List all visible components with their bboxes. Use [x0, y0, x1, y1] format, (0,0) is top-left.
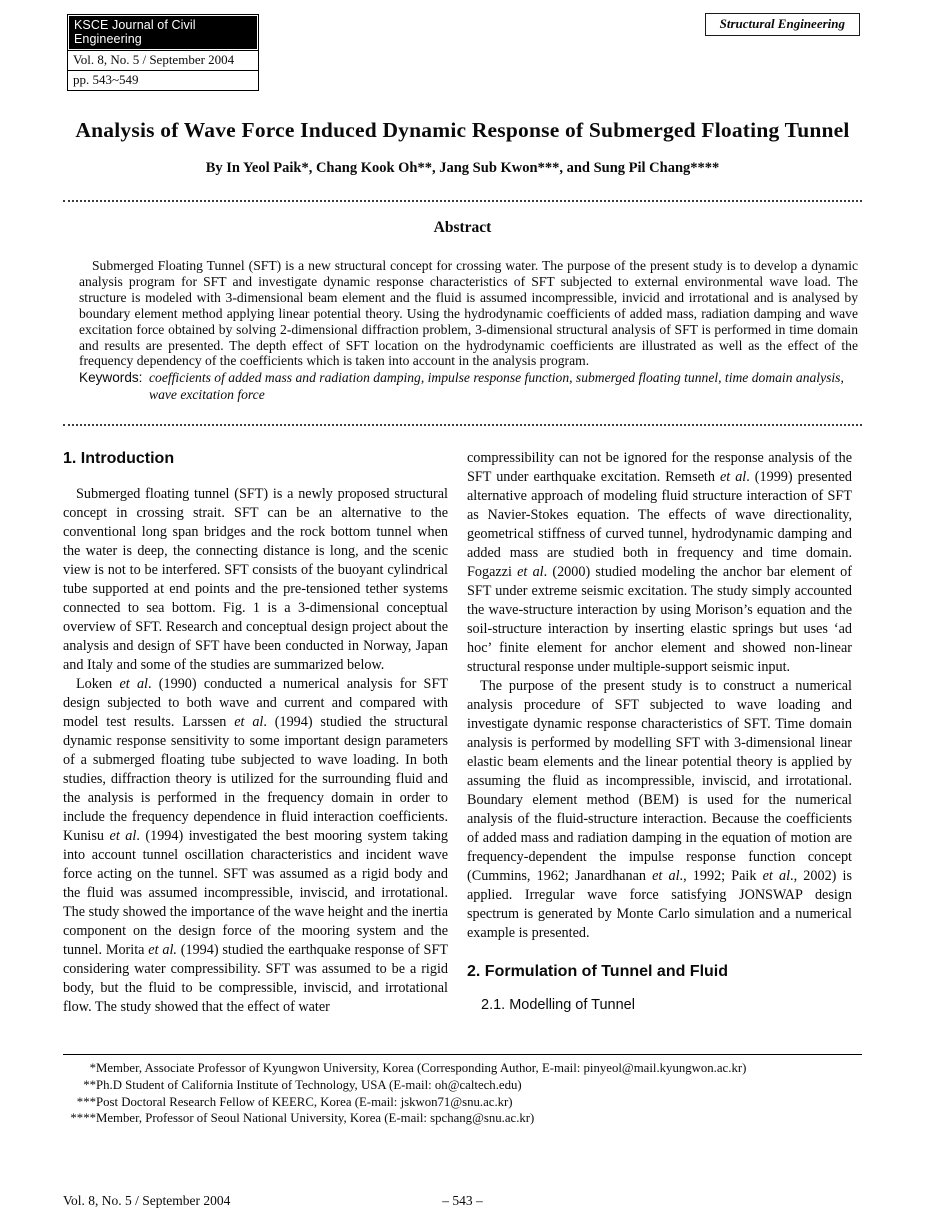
paper-authors: By In Yeol Paik*, Chang Kook Oh**, Jang Sub Kwon***, and Sung Pil Chang****: [205, 160, 720, 176]
keywords-text: coefficients of added mass and radiation damping, impulse response function, submerged floating tunnel, time domain analysis, wave excitation force: [149, 370, 844, 402]
right-column: [467, 449, 852, 1049]
footnote-row: [63, 1077, 862, 1094]
keywords-row: [79, 370, 858, 403]
dotted-divider-top: [63, 200, 862, 202]
footnote-row: [63, 1060, 862, 1077]
footnote-row: [63, 1094, 862, 1111]
paragraph: compressibility can not be ignored for the response analysis of the SFT under earthquake excitation. Remseth et al. (1999) presented alternative approach of modeling fluid structure interaction of SFT as Navier-Stokes equation. The effects of wave directionality, geometrical stiffness of curved tunnel, hydrodynamic damping and added mass are studied both in frequency and time domain. Fogazzi et al. (2000) studied modeling the anchor bar element of SFT under extreme seismic excitation. The study simply accounted the wave-structure interaction by using Morison’s equation and the soil-structure interaction by inserting elastic springs but uses ‘ad hoc’ finite element for anchor element and showed non-linear structural response under multiple-support seismic input.: [467, 450, 852, 676]
footnote-stars: **: [83, 1077, 96, 1092]
journal-pages: pp. 543~549: [68, 70, 258, 90]
paper-title: Analysis of Wave Force Induced Dynamic Response of Submerged Floating Tunnel: [75, 118, 850, 142]
keywords-label: Keywords:: [79, 370, 143, 386]
paragraph: The purpose of the present study is to construct a numerical analysis procedure of SFT subjected to wave loading and investigate dynamic response characteristics of SFT. Time domain analysis is performed by modelling SFT with 3-dimensional linear elastic beam elements and the linear potential theory is applied by assuming the fluid as incompressible, inviscid, and irrotational. Boundary element method (BEM) is used for the numerical analysis of the fluid-structure interaction. Because the coefficients of added mass and radiation damping in the equation of motion are frequency-dependent the impulse response function concept (Cummins, 1962; Janardhanan et al., 1992; Paik et al., 2002) is applied. Irregular wave force satisfying JONSWAP design spectrum is generated by Monte Carlo simulation and a numerical example is presented.: [467, 678, 852, 942]
journal-info-box: [67, 14, 259, 91]
journal-title: KSCE Journal of Civil Engineering: [69, 16, 257, 49]
abstract-heading: Abstract: [433, 219, 492, 236]
page-header: [63, 12, 862, 87]
right-column-text: [467, 449, 852, 943]
paragraph: Loken et al. (1990) conducted a numerical analysis for SFT design subjected to both wave and current and compared with model test results. Larssen et al. (1994) studied the structural dynamic response sensitivity to some important design parameters of a submerged floating tube subjected to wave loading. In both studies, diffraction theory is utilized for the surrounding fluid and the analysis is performed in the frequency domain in order to include the frequency dependence in fluid interaction coefficients. Kunisu et al. (1994) investigated the best mooring system taking into account tunnel oscillation characteristics and incident wave force acting on the tunnel. SFT was assumed as a rigid body and the fluid was assumed incompressible, inviscid, and irrotational. The study showed the importance of the wave height and the inertia component on the design force of the mooring system and the tunnel. Morita et al. (1994) studied the earthquake response of SFT considering water compressibility. SFT was assumed to be a rigid body, but the fluid to be compressible, inviscid, and irrotational flow. The study showed that the effect of water: [63, 676, 448, 1016]
footnote-row: [63, 1110, 862, 1127]
left-column-text: [63, 485, 448, 1017]
footnote-stars: ***: [76, 1094, 96, 1109]
dotted-divider-bottom: [63, 424, 862, 426]
abstract-paragraph: Submerged Floating Tunnel (SFT) is a new structural concept for crossing water. The purpose of the present study is to develop a dynamic analysis program for SFT and investigate dynamic response characteristics of SFT subjected to external environmental wave load. The structure is modeled with 3-dimensional beam element and the fluid is assumed incompressible, invicid and irrotational and is analysed by boundary element method applying linear potential theory. Using the hydrodynamic coefficients of added mass, radiation damping and wave excitation force obtained by solving 2-dimensional diffraction problem, 3-dimensional structural analysis of SFT is performed in time domain and results are presented. The depth effect of SFT location on the hydrodynamic coefficients are illustrated as well as the effect of the frequency dependency of the coefficients which is taken into account in the analysis program.: [79, 258, 858, 369]
footnote-text: Member, Professor of Seoul National University, Korea (E-mail: spchang@snu.ac.kr): [96, 1111, 535, 1126]
footnote-text: Ph.D Student of California Institute of Technology, USA (E-mail: oh@caltech.edu): [96, 1077, 522, 1092]
paragraph: Submerged floating tunnel (SFT) is a newly proposed structural concept in crossing strait. SFT can be an alternative to the conventional long span bridges and the rock bottom tunnel when the water is deep, the connecting distance is long, and the scenic view is not to be interfered. SFT consists of the buoyant cylindrical tube supported at end points and the pre-tensioned tether systems connected to sea bottom. Fig. 1 is a 3-dimensional conceptual overview of SFT. Research and conceptual design project about the analysis and design of SFT have been conducted in Norway, Japan and Italy and some of the studies are summarized below.: [63, 486, 448, 674]
subsection-heading-modelling: 2.1. Modelling of Tunnel: [481, 997, 635, 1014]
footnote-text: Member, Associate Professor of Kyungwon University, Korea (Corresponding Author, E-mail: pinyeol@mail.kyungwon.ac.kr): [96, 1061, 747, 1076]
two-column-body: [63, 449, 862, 1049]
footnotes: [63, 1054, 862, 1126]
footnote-stars: *: [89, 1061, 96, 1076]
page-number: – 543 –: [442, 1193, 483, 1208]
section-heading-introduction: 1. Introduction: [63, 450, 175, 468]
journal-volume: Vol. 8, No. 5 / September 2004: [68, 50, 258, 70]
section-heading-formulation: 2. Formulation of Tunnel and Fluid: [467, 963, 729, 981]
footnote-text: Post Doctoral Research Fellow of KEERC, Korea (E-mail: jskwon71@snu.ac.kr): [96, 1094, 513, 1109]
left-column: [63, 449, 448, 1049]
category-badge: Structural Engineering: [705, 13, 860, 36]
footnote-stars: ****: [70, 1111, 96, 1126]
footer-volume: Vol. 8, No. 5 / September 2004: [63, 1193, 231, 1208]
